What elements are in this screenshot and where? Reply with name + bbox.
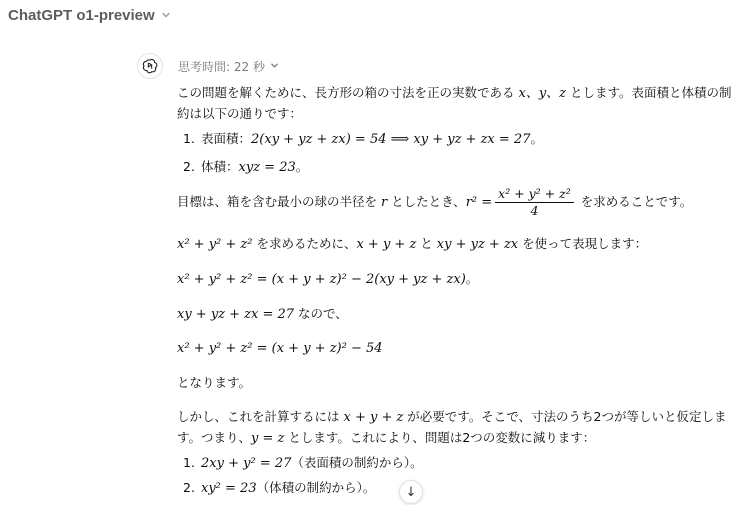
- paragraph-4: となります。: [177, 375, 252, 390]
- scroll-to-bottom-button[interactable]: [399, 480, 423, 504]
- paragraph-5-line-1: しかし、これを計算するには x + y + z が必要です。そこで、寸法のうち2つが等しいと仮定しま: [177, 409, 727, 425]
- math-inline: x、y、z: [518, 86, 567, 101]
- list-item: 1. 2xy + y² = 27（表面積の制約から）。: [183, 455, 423, 471]
- list-item: 2. 体積：xyz = 23。: [183, 159, 309, 175]
- goal-line: 目標は、箱を含む最小の球の半径を r としたとき、r² = $\frac{\text{x² + y² + z²}}{4}$ を求めることです。: [177, 186, 693, 218]
- fraction: $\frac{\text{x² + y² + z²}}{4}$: [495, 186, 574, 219]
- openai-logo-icon: [137, 53, 163, 79]
- paragraph-3: xy + yz + zx = 27 なので、: [177, 306, 348, 322]
- equation-2: x² + y² + z² = (x + y + z)² − 54: [177, 341, 383, 356]
- paragraph-2: x² + y² + z² を求めるために、x + y + z と xy + yz + zx を使って表現します：: [177, 236, 648, 252]
- thinking-label: 思考時間: 22 秒: [178, 60, 265, 74]
- intro-line-1: この問題を解くために、長方形の箱の寸法を正の実数である x、y、z とします。表面積と体積の制: [177, 85, 732, 101]
- thinking-toggle[interactable]: [178, 58, 279, 75]
- list-item: 1. 表面積：2(xy + yz + zx) = 54 ⟹ xy + yz + zx = 27。: [183, 131, 543, 147]
- model-selector[interactable]: [8, 7, 171, 24]
- equation-1: x² + y² + z² = (x + y + z)² − 2(xy + yz + zx)。: [177, 271, 479, 287]
- model-name: ChatGPT o1-preview: [8, 7, 155, 24]
- math-inline: xyz = 23: [238, 160, 296, 175]
- math-inline: r² =: [465, 195, 493, 210]
- math-inline: 2(xy + yz + zx) = 54 ⟹ xy + yz + zx = 27: [251, 132, 531, 147]
- arrow-down-icon: ↓: [405, 484, 417, 500]
- list-item: 2. xy² = 23（体積の制約から）。: [183, 480, 376, 496]
- paragraph-5-line-2: す。つまり、y = z とします。これにより、問題は2つの変数に減ります：: [177, 430, 596, 446]
- intro-line-2: 約は以下の通りです：: [177, 106, 303, 121]
- chevron-down-icon: [161, 10, 171, 23]
- chevron-down-icon: [270, 61, 279, 73]
